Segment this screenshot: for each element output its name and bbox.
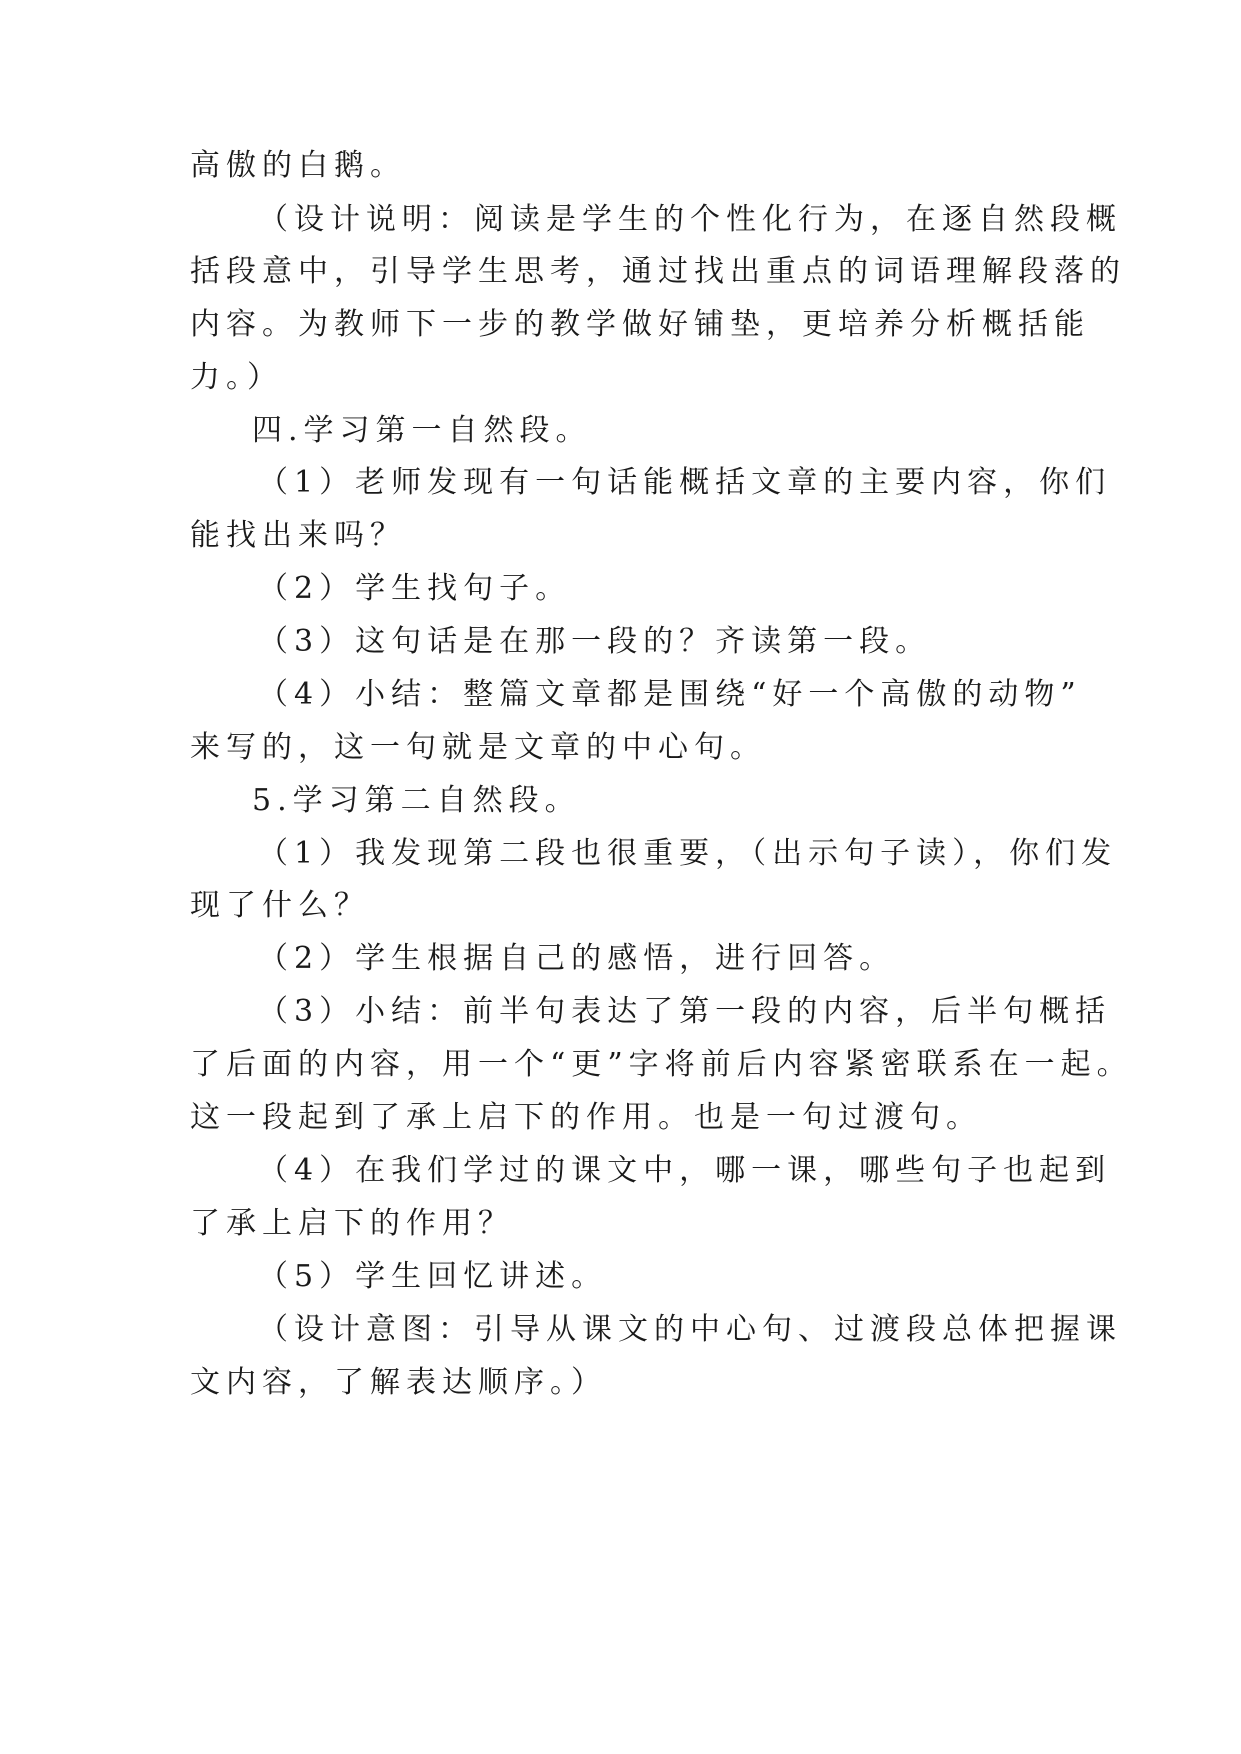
text-line: （4）在我们学过的课文中，哪一课，哪些句子也起到 xyxy=(258,1153,1112,1188)
section-heading: 5.学习第二自然段。 xyxy=(252,783,581,818)
text-line: 力。） xyxy=(190,360,283,395)
text-line: （3）这句话是在那一段的？齐读第一段。 xyxy=(258,624,932,659)
text-line: （2）学生根据自己的感悟，进行回答。 xyxy=(258,941,896,976)
text-line: 文内容，了解表达顺序。） xyxy=(190,1365,607,1400)
text-line: 了承上启下的作用？ xyxy=(190,1206,514,1241)
text-line: （1）我发现第二段也很重要，（出示句子读），你们发 xyxy=(258,836,1118,871)
section-heading: 四.学习第一自然段。 xyxy=(252,413,592,448)
text-line: 现了什么？ xyxy=(190,888,370,923)
text-line: （1）老师发现有一句话能概括文章的主要内容，你们 xyxy=(258,465,1112,500)
text-line: （2）学生找句子。 xyxy=(258,571,572,606)
text-line: 了后面的内容，用一个“更”字将前后内容紧密联系在一起。 xyxy=(190,1047,1133,1082)
text-line: 来写的，这一句就是文章的中心句。 xyxy=(190,730,766,765)
text-line: （4）小结：整篇文章都是围绕“好一个高傲的动物” xyxy=(258,677,1082,712)
text-line: （5）学生回忆讲述。 xyxy=(258,1259,608,1294)
text-line: 能找出来吗？ xyxy=(190,518,406,553)
text-line: （3）小结：前半句表达了第一段的内容，后半句概括 xyxy=(258,994,1112,1029)
text-line: 这一段起到了承上启下的作用。也是一句过渡句。 xyxy=(190,1100,982,1135)
text-line: 括段意中，引导学生思考，通过找出重点的词语理解段落的 xyxy=(190,254,1126,289)
text-line: 内容。为教师下一步的教学做好铺垫，更培养分析概括能 xyxy=(190,307,1090,342)
text-line: （设计说明：阅读是学生的个性化行为，在逐自然段概 xyxy=(258,202,1122,237)
text-line: 高傲的白鹅。 xyxy=(190,148,406,183)
text-line: （设计意图：引导从课文的中心句、过渡段总体把握课 xyxy=(258,1312,1122,1347)
